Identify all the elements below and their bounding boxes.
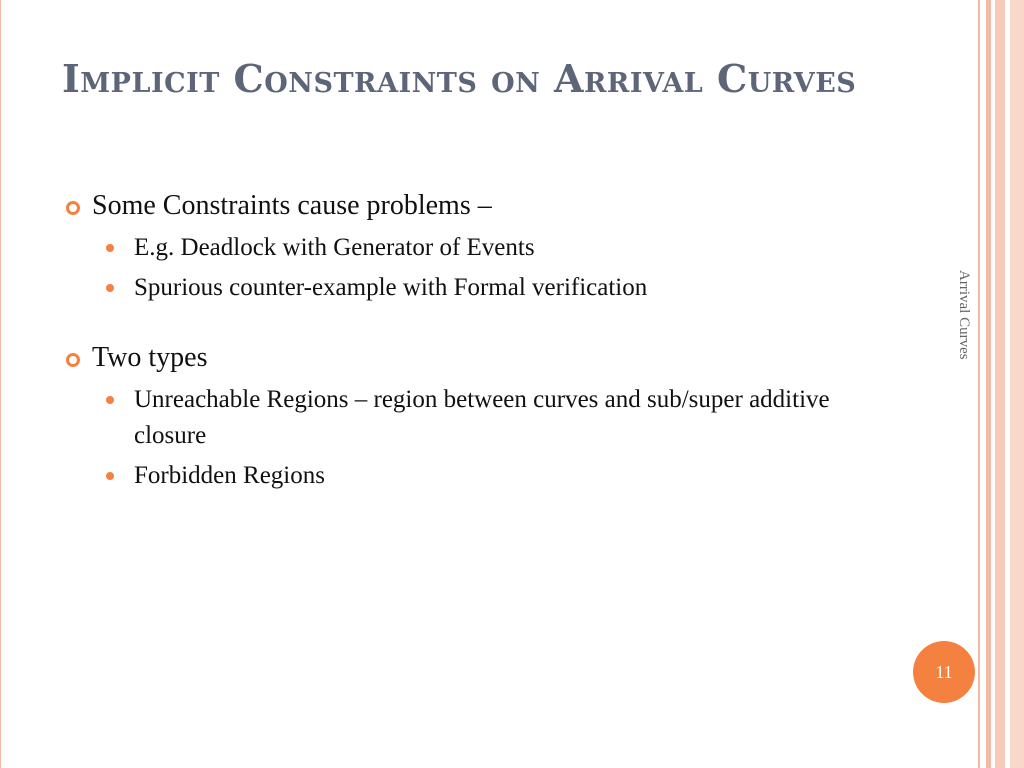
- right-stripe-decoration: [995, 0, 1005, 768]
- side-label: Arrival Curves: [956, 270, 972, 360]
- ring-bullet-icon: [66, 201, 80, 215]
- slide-content: [64, 186, 864, 494]
- bullet-level2: [64, 230, 864, 266]
- dot-bullet-icon: [106, 472, 114, 480]
- left-border-decoration: [0, 0, 8, 768]
- sub-bullet-text: Forbidden Regions: [134, 462, 325, 489]
- bullet-text: Some Constraints cause problems –: [92, 190, 492, 221]
- dot-bullet-icon: [106, 244, 114, 252]
- sub-bullet-text: Spurious counter-example with Formal verification: [134, 274, 648, 301]
- dot-bullet-icon: [106, 284, 114, 292]
- right-stripe-decoration: [986, 0, 991, 768]
- bullet-text: Two types: [92, 342, 208, 373]
- bullet-level1: [64, 186, 864, 226]
- right-stripe-decoration: [1010, 0, 1024, 768]
- bullet-level2: [64, 382, 864, 454]
- sub-bullet-text: E.g. Deadlock with Generator of Events: [134, 234, 535, 261]
- bullet-level1: [64, 338, 864, 378]
- sub-bullet-text: Unreachable Regions – region between curves and sub/super additive closure: [134, 386, 830, 449]
- page-number: 11: [935, 661, 953, 682]
- ring-bullet-icon: [66, 353, 80, 367]
- dot-bullet-icon: [106, 396, 114, 404]
- right-stripe-decoration: [978, 0, 980, 768]
- bullet-level2: [64, 458, 864, 494]
- bullet-level2: [64, 270, 864, 306]
- slide-title: Implicit Constraints on Arrival Curves: [62, 56, 857, 101]
- page-number-badge: [913, 641, 975, 703]
